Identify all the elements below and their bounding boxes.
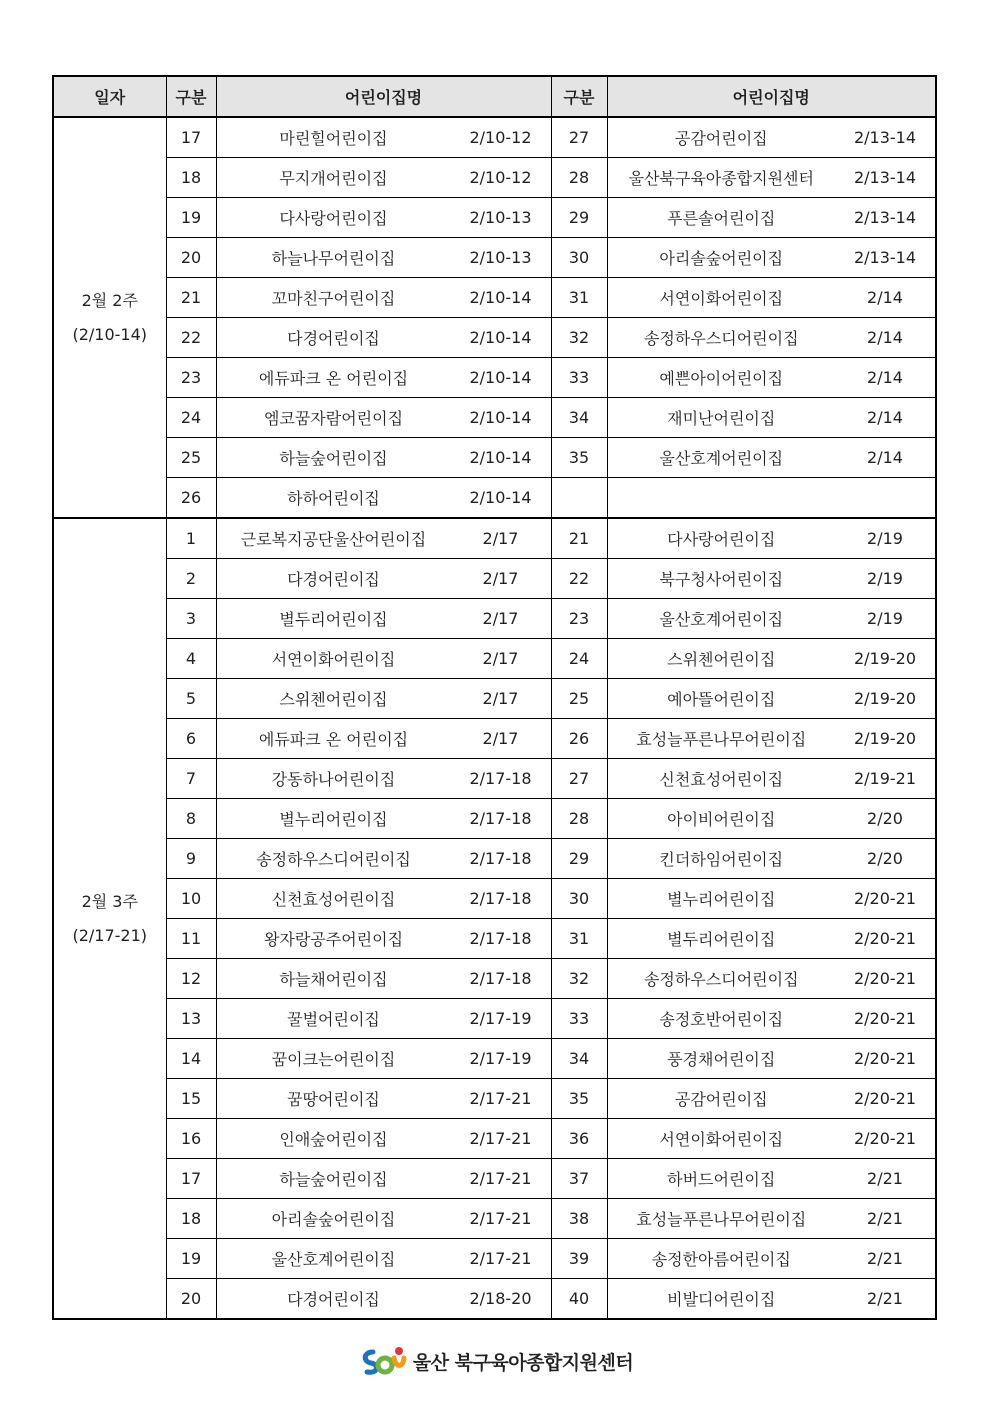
row-number-2: 30 [551,879,607,919]
daycare-cell-2 [607,1239,936,1279]
visit-date-2: 2/21 [867,1209,903,1228]
visit-date-2: 2/19 [867,569,903,588]
daycare-name-2: 울산북구육아종합지원센터 [628,169,814,188]
daycare-name: 꿈이크는어린이집 [271,1050,396,1069]
row-number-2: 26 [551,719,607,759]
table-row [53,719,936,759]
daycare-name: 꿀벌어린이집 [287,1010,380,1029]
row-number: 22 [166,318,216,358]
table-row [53,839,936,879]
daycare-cell-2 [607,879,936,919]
daycare-cell-2 [607,959,936,999]
daycare-name-2: 아이비어린이집 [667,810,776,829]
table-row [53,198,936,238]
daycare-name: 마린힐어린이집 [279,129,388,148]
visit-date-2: 2/19 [867,529,903,548]
visit-date: 2/17-18 [469,889,532,908]
daycare-cell [216,1239,551,1279]
daycare-name-2: 북구청사어린이집 [659,570,784,589]
daycare-name: 아리솔숲어린이집 [271,1210,396,1229]
row-number-2: 32 [551,318,607,358]
row-number: 19 [166,198,216,238]
daycare-cell [216,318,551,358]
daycare-cell [216,518,551,559]
table-row [53,1039,936,1079]
daycare-cell [216,1039,551,1079]
daycare-cell-2 [607,358,936,398]
visit-date-2: 2/20-21 [853,1129,917,1148]
row-number: 7 [166,759,216,799]
row-number: 3 [166,599,216,639]
daycare-name: 에듀파크 온 어린이집 [258,730,409,749]
header-date: 일자 [53,76,166,117]
table-row [53,117,936,158]
visit-date: 2/18-20 [469,1289,532,1308]
daycare-cell-2 [607,1079,936,1119]
row-number-2: 25 [551,679,607,719]
daycare-name: 강동하나어린이집 [271,770,396,789]
table-row [53,1119,936,1159]
daycare-cell-2 [607,1119,936,1159]
daycare-cell [216,358,551,398]
visit-date-2: 2/20-21 [853,889,917,908]
daycare-name: 송정하우스디어린이집 [256,850,411,869]
row-number: 6 [166,719,216,759]
daycare-name-2: 신천효성어린이집 [659,770,784,789]
row-number: 20 [166,1279,216,1320]
daycare-name: 하하어린이집 [287,489,380,508]
daycare-name: 다경어린이집 [287,329,380,348]
daycare-name: 다사랑어린이집 [279,209,388,228]
row-number: 25 [166,438,216,478]
visit-date-2: 2/19-20 [853,649,917,668]
visit-date: 2/10-14 [469,488,532,507]
visit-date: 2/17-21 [469,1209,532,1228]
visit-date: 2/10-14 [469,368,532,387]
row-number-2: 34 [551,1039,607,1079]
daycare-name: 울산호계어린이집 [271,1250,396,1269]
table-row [53,158,936,198]
header-daycare-name-2: 어린이집명 [607,76,936,117]
daycare-name-2: 송정하우스디어린이집 [643,329,799,348]
row-number: 4 [166,639,216,679]
daycare-name-2: 울산호계어린이집 [659,610,784,629]
table-row [53,238,936,278]
daycare-name-2: 울산호계어린이집 [659,449,784,468]
visit-date: 2/10-13 [469,208,532,227]
visit-date-2: 2/13-14 [853,208,917,227]
daycare-cell-2 [607,759,936,799]
table-row [53,478,936,519]
daycare-cell-2 [607,1159,936,1199]
daycare-cell [216,599,551,639]
daycare-name-2: 공감어린이집 [674,129,768,148]
visit-date: 2/10-12 [469,128,532,147]
table-row [53,1199,936,1239]
week-label: 2월 3주 [81,891,138,911]
row-number-2: 33 [551,999,607,1039]
row-number-2: 28 [551,799,607,839]
visit-date: 2/17-18 [469,929,532,948]
visit-date: 2/17-18 [469,969,532,988]
footer [0,1344,992,1378]
daycare-cell [216,398,551,438]
table-row [53,879,936,919]
visit-date-2: 2/20-21 [853,969,917,988]
daycare-cell-2 [607,318,936,358]
visit-date: 2/17 [482,609,519,628]
row-number-2: 40 [551,1279,607,1320]
visit-date-2: 2/20 [867,849,903,868]
daycare-name: 스위첸어린이집 [279,690,388,709]
week-section [53,117,936,518]
row-number: 26 [166,478,216,519]
row-number: 19 [166,1239,216,1279]
daycare-cell-2 [607,438,936,478]
daycare-cell-2 [607,238,936,278]
row-number-2: 29 [551,198,607,238]
daycare-cell [216,1279,551,1320]
visit-date-2: 2/19-20 [853,729,917,748]
row-number-2: 39 [551,1239,607,1279]
daycare-name: 꿈땅어린이집 [287,1090,380,1109]
daycare-cell [216,759,551,799]
visit-date-2: 2/20 [867,809,903,828]
daycare-cell-2 [607,478,936,519]
visit-date-2: 2/13-14 [853,248,917,267]
header-daycare-name: 어린이집명 [216,76,551,117]
visit-date: 2/17-18 [469,849,532,868]
table-row [53,438,936,478]
row-number: 13 [166,999,216,1039]
daycare-name-2: 재미난어린이집 [667,409,776,428]
daycare-cell [216,879,551,919]
daycare-cell [216,1079,551,1119]
visit-date-2: 2/13-14 [853,128,917,147]
visit-date-2: 2/14 [867,288,903,307]
visit-date: 2/17 [482,569,519,588]
table-row [53,1239,936,1279]
daycare-name-2: 별누리어린이집 [667,890,776,909]
visit-date-2: 2/19-20 [853,689,917,708]
daycare-cell [216,1119,551,1159]
daycare-name-2: 푸른솔어린이집 [667,209,776,228]
daycare-cell-2 [607,1039,936,1079]
daycare-name-2: 예쁜아이어린이집 [659,369,784,388]
week-range: (2/10-14) [72,324,148,344]
visit-date: 2/17-21 [469,1089,532,1108]
table-row [53,358,936,398]
daycare-name: 별누리어린이집 [279,810,388,829]
daycare-name: 엠코꿈자람어린이집 [263,409,404,428]
daycare-name: 꼬마친구어린이집 [271,289,396,308]
visit-date: 2/17 [482,649,519,668]
row-number: 20 [166,238,216,278]
daycare-cell-2 [607,198,936,238]
daycare-cell [216,799,551,839]
daycare-cell [216,999,551,1039]
visit-date-2: 2/21 [867,1169,903,1188]
daycare-cell [216,679,551,719]
daycare-cell [216,719,551,759]
header-number-2: 구분 [551,76,607,117]
daycare-name-2: 비발디어린이집 [667,1290,776,1309]
visit-date: 2/17-18 [469,809,532,828]
daycare-cell-2 [607,839,936,879]
visit-date: 2/17 [482,729,519,748]
row-number-2: 37 [551,1159,607,1199]
visit-date: 2/10-14 [469,288,532,307]
table-row [53,1079,936,1119]
table-row [53,518,936,559]
daycare-name-2: 송정한아름어린이집 [651,1250,791,1269]
row-number-2: 27 [551,117,607,158]
visit-date: 2/17-21 [469,1169,532,1188]
table-row [53,599,936,639]
daycare-name-2: 다사랑어린이집 [667,530,776,549]
week-cell [53,117,166,518]
table-row [53,1159,936,1199]
visit-date: 2/17-18 [469,769,532,788]
visit-date-2: 2/19 [867,609,903,628]
table-row [53,639,936,679]
table-row [53,1279,936,1320]
visit-date-2: 2/20-21 [853,929,917,948]
table-row [53,959,936,999]
daycare-cell [216,559,551,599]
daycare-name-2: 예아뜰어린이집 [667,690,776,709]
header-number: 구분 [166,76,216,117]
visit-date: 2/10-14 [469,448,532,467]
daycare-name: 하늘채어린이집 [279,970,388,989]
daycare-cell-2 [607,398,936,438]
daycare-name-2: 공감어린이집 [674,1090,768,1109]
row-number: 9 [166,839,216,879]
row-number: 21 [166,278,216,318]
daycare-cell-2 [607,919,936,959]
visit-date-2: 2/20-21 [853,1089,917,1108]
visit-date-2: 2/14 [867,448,903,467]
row-number-2: 29 [551,839,607,879]
row-number: 11 [166,919,216,959]
table-row [53,398,936,438]
daycare-name: 하늘나무어린이집 [271,249,396,268]
daycare-cell [216,198,551,238]
row-number: 24 [166,398,216,438]
daycare-name: 왕자랑공주어린이집 [263,930,404,949]
row-number-2: 22 [551,559,607,599]
daycare-name: 하늘숲어린이집 [279,1170,388,1189]
visit-date: 2/10-13 [469,248,532,267]
daycare-cell [216,1159,551,1199]
daycare-cell [216,839,551,879]
daycare-name: 인애숲어린이집 [279,1130,388,1149]
row-number: 17 [166,1159,216,1199]
table-row [53,559,936,599]
daycare-cell [216,639,551,679]
row-number-2: 23 [551,599,607,639]
daycare-cell [216,438,551,478]
header-row [53,76,936,117]
daycare-cell [216,278,551,318]
daycare-cell-2 [607,599,936,639]
daycare-cell [216,1199,551,1239]
row-number-2: 24 [551,639,607,679]
daycare-name: 별두리어린이집 [279,610,388,629]
visit-date: 2/10-12 [469,168,532,187]
daycare-name-2: 서연이화어린이집 [659,289,784,308]
daycare-name: 무지개어린이집 [279,169,388,188]
row-number-2: 21 [551,518,607,559]
row-number-2: 27 [551,759,607,799]
visit-date: 2/10-14 [469,408,532,427]
table-row [53,799,936,839]
visit-date-2: 2/14 [867,368,903,387]
row-number-2: 35 [551,1079,607,1119]
daycare-name: 서연이화어린이집 [271,650,396,669]
row-number: 10 [166,879,216,919]
row-number: 1 [166,518,216,559]
daycare-name: 다경어린이집 [287,1290,380,1309]
row-number-2: 30 [551,238,607,278]
row-number-2: 34 [551,398,607,438]
row-number-2 [551,478,607,519]
daycare-name-2: 효성늘푸른나무어린이집 [636,730,807,749]
table-row [53,999,936,1039]
row-number: 5 [166,679,216,719]
row-number-2: 33 [551,358,607,398]
daycare-name-2: 송정호반어린이집 [659,1010,784,1029]
visit-date: 2/17-21 [469,1129,532,1148]
daycare-name-2: 서연이화어린이집 [659,1130,784,1149]
row-number-2: 32 [551,959,607,999]
table-row [53,679,936,719]
row-number: 8 [166,799,216,839]
row-number-2: 28 [551,158,607,198]
daycare-name-2: 스위첸어린이집 [667,650,776,669]
daycare-cell-2 [607,158,936,198]
daycare-name-2: 아리솔숲어린이집 [659,249,784,268]
week-section [53,518,936,1319]
visit-date: 2/10-14 [469,328,532,347]
week-cell [53,518,166,1319]
daycare-cell-2 [607,559,936,599]
visit-date-2: 2/21 [867,1249,903,1268]
daycare-cell-2 [607,518,936,559]
daycare-cell-2 [607,117,936,158]
row-number: 23 [166,358,216,398]
visit-date: 2/17 [482,529,519,548]
visit-date: 2/17 [482,689,519,708]
daycare-cell [216,478,551,519]
daycare-name: 신천효성어린이집 [271,890,396,909]
visit-date-2: 2/21 [867,1289,903,1308]
row-number: 15 [166,1079,216,1119]
row-number-2: 38 [551,1199,607,1239]
footer-org-name: 울산 북구육아종합지원센터 [412,1351,634,1374]
row-number-2: 36 [551,1119,607,1159]
daycare-cell-2 [607,639,936,679]
visit-date: 2/17-19 [469,1049,532,1068]
daycare-cell [216,117,551,158]
row-number: 18 [166,1199,216,1239]
table-row [53,318,936,358]
schedule-table [52,75,937,1320]
visit-date-2: 2/14 [867,408,903,427]
row-number: 16 [166,1119,216,1159]
daycare-name-2: 풍경채어린이집 [667,1050,776,1069]
row-number-2: 35 [551,438,607,478]
visit-date: 2/17-21 [469,1249,532,1268]
table-row [53,759,936,799]
daycare-name-2: 킨더하임어린이집 [659,850,784,869]
row-number: 12 [166,959,216,999]
row-number-2: 31 [551,278,607,318]
table-row [53,278,936,318]
daycare-cell [216,919,551,959]
visit-date-2: 2/13-14 [853,168,917,187]
daycare-cell-2 [607,679,936,719]
center-logo-icon [359,1344,407,1378]
daycare-name-2: 송정하우스디어린이집 [643,970,799,989]
week-range: (2/17-21) [72,925,148,945]
daycare-cell [216,158,551,198]
daycare-cell-2 [607,799,936,839]
daycare-cell-2 [607,1199,936,1239]
table-row [53,919,936,959]
visit-date: 2/17-19 [469,1009,532,1028]
row-number: 17 [166,117,216,158]
daycare-cell-2 [607,278,936,318]
daycare-cell [216,959,551,999]
daycare-name-2: 효성늘푸른나무어린이집 [636,1210,807,1229]
visit-date-2: 2/19-21 [853,769,917,788]
daycare-cell-2 [607,719,936,759]
daycare-name: 하늘숲어린이집 [279,449,388,468]
daycare-name-2: 별두리어린이집 [667,930,776,949]
visit-date-2: 2/20-21 [853,1009,917,1028]
visit-date-2: 2/14 [867,328,903,347]
daycare-cell-2 [607,1279,936,1320]
visit-date-2: 2/20-21 [853,1049,917,1068]
row-number: 14 [166,1039,216,1079]
daycare-name: 근로복지공단울산어린이집 [240,530,427,549]
daycare-cell-2 [607,999,936,1039]
daycare-name: 에듀파크 온 어린이집 [258,369,409,388]
daycare-cell [216,238,551,278]
row-number: 2 [166,559,216,599]
daycare-name: 다경어린이집 [287,570,380,589]
week-label: 2월 2주 [81,290,138,310]
daycare-name-2: 하버드어린이집 [667,1170,776,1189]
row-number-2: 31 [551,919,607,959]
row-number: 18 [166,158,216,198]
